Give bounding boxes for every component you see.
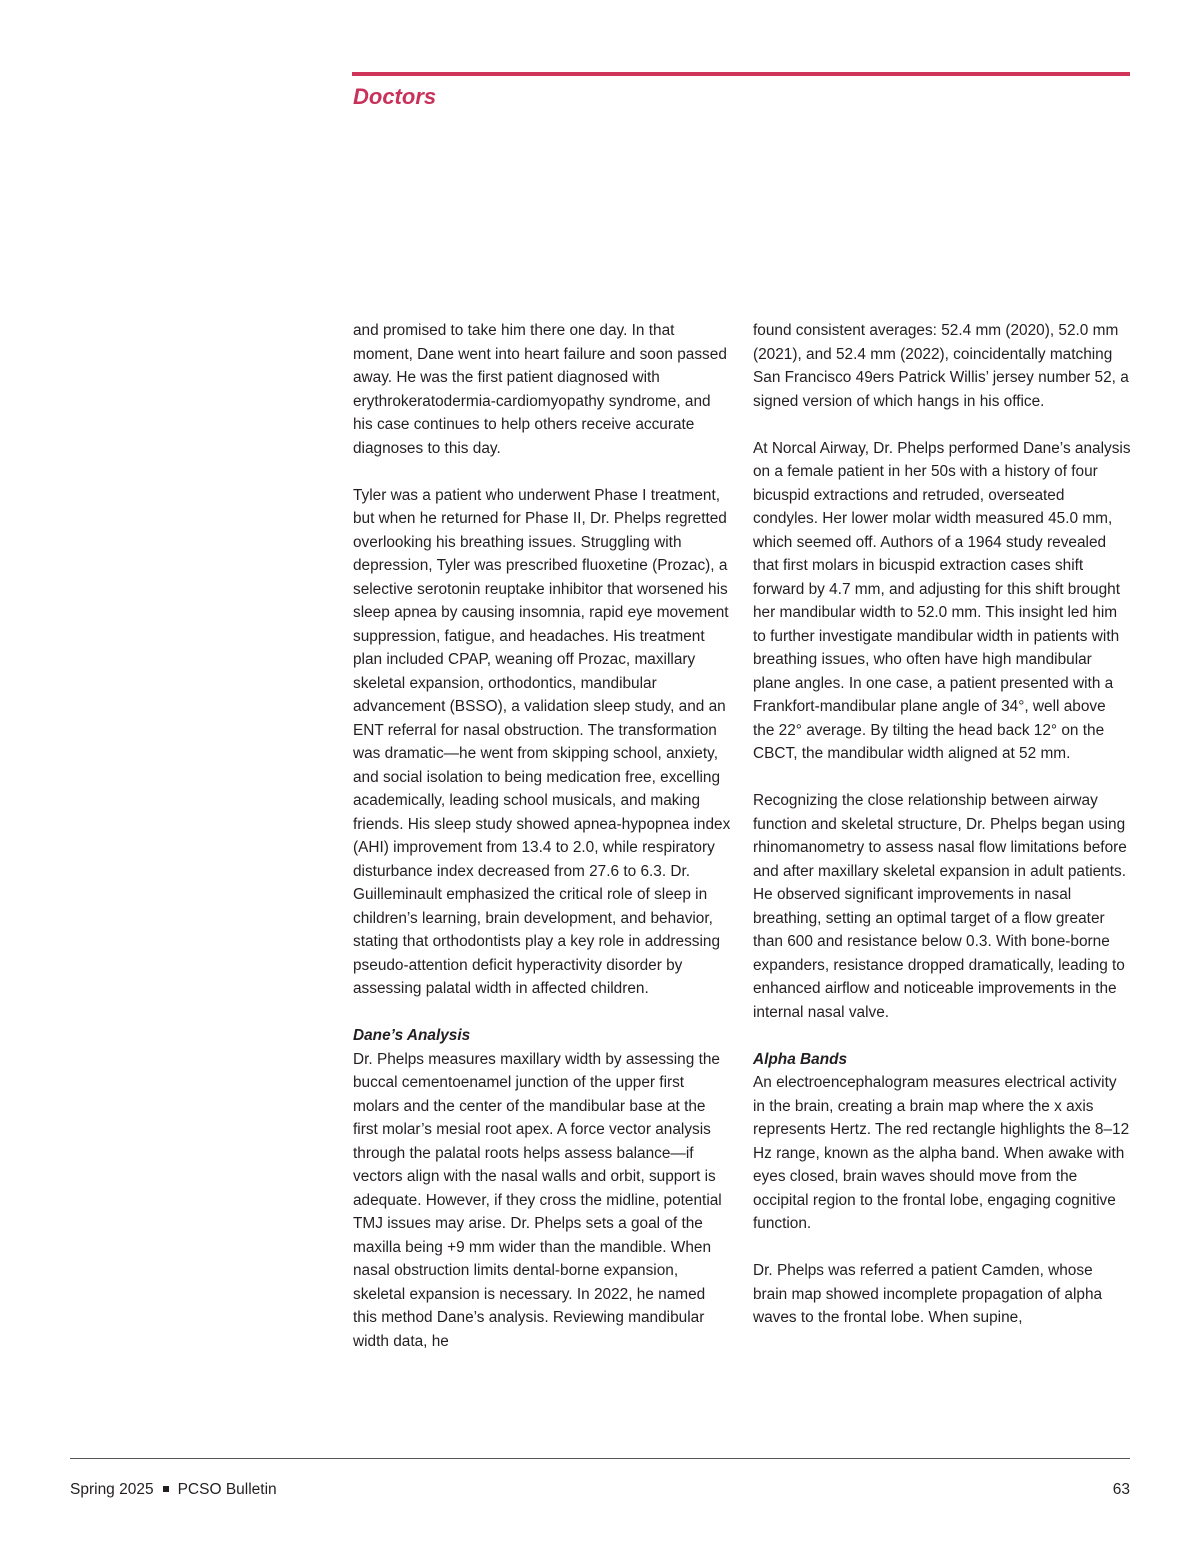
left-column — [353, 319, 731, 1353]
paragraph: found consistent averages: 52.4 mm (2020), 52.0 mm (2021), and 52.4 mm (2022), coincidentally matching San Francisco 49ers Patrick Willis’ jersey number 52, a signed version of which hangs in his office. — [753, 322, 1129, 410]
issue-label: Spring 2025 — [70, 1481, 154, 1498]
paragraph: Dr. Phelps measures maxillary width by assessing the buccal cementoenamel junction of the upper first molars and the center of the mandibular base at the first molar’s mesial root apex. A force vector analysis through the palatal roots helps assess balance—if vectors align with the nasal walls and orbit, support is adequate. However, if they cross the midline, potential TMJ issues may arise. Dr. Phelps sets a goal of the maxilla being +9 mm wider than the mandible. When nasal obstruction limits dental-borne expansion, skeletal expansion is necessary. In 2022, he named this method Dane’s analysis. Reviewing mandibular width data, he — [353, 1050, 722, 1350]
page-number: 63 — [1112, 1481, 1130, 1498]
paragraph: An electroencephalogram measures electrical activity in the brain, creating a brain map where the x axis represents Hertz. The red rectangle highlights the 8–12 Hz range, known as the alpha band. When awake with eyes closed, brain waves should move from the occipital region to the frontal lobe, engaging cognitive function. — [753, 1074, 1130, 1232]
right-column — [753, 319, 1131, 1330]
paragraph: Tyler was a patient who underwent Phase I treatment, but when he returned for Phase II, Dr. Phelps regretted overlooking his breathing issues. Struggling with depression, Tyler was prescribed fluoxetine (Prozac), a selective serotonin reuptake inhibitor that worsened his sleep apnea by causing insomnia, rapid eye movement suppression, fatigue, and headaches. His treatment plan included CPAP, weaning off Prozac, maxillary skeletal expansion, orthodontics, mandibular advancement (BSSO), a validation sleep study, and an ENT referral for nasal obstruction. The transformation was dramatic—he went from skipping school, anxiety, and social isolation to being medication free, excelling academically, leading school musicals, and making friends. His sleep study showed apnea-hypopnea index (AHI) improvement from 13.4 to 2.0, while respiratory disturbance index decreased from 27.6 to 6.3. Dr. Guilleminault emphasized the critical role of sleep in children’s learning, brain development, and behavior, stating that orthodontists play a key role in addressing pseudo-attention deficit hyperactivity disorder by assessing palatal width in affected children. — [353, 486, 731, 997]
paragraph: and promised to take him there one day. In that moment, Dane went into heart failure and soon passed away. He was the first patient diagnosed with erythrokeratodermia-cardiomyopathy syndrome, and his case continues to help others receive accurate diagnoses to this day. — [353, 322, 727, 457]
paragraph: Recognizing the close relationship between airway function and skeletal structure, Dr. Phelps began using rhinomanometry to assess nasal flow limitations before and after maxillary skeletal expansion in adult patients. He observed significant improvements in nasal breathing, setting an optimal target of a flow greater than 600 and resistance below 0.3. With bone-borne expanders, resistance dropped dramatically, leading to enhanced airflow and noticeable improvements in the internal nasal valve. — [753, 792, 1127, 1021]
paragraph: Dr. Phelps was referred a patient Camden, whose brain map showed incomplete propagation of alpha waves to the frontal lobe. When supine, — [753, 1262, 1103, 1326]
subheading: Alpha Bands — [753, 1050, 848, 1068]
publication-name: PCSO Bulletin — [177, 1481, 277, 1498]
square-bullet-icon — [163, 1486, 169, 1492]
footer-issue — [70, 1481, 277, 1499]
section-title: Doctors — [353, 84, 437, 109]
subheading: Dane’s Analysis — [353, 1027, 471, 1044]
header-rule — [352, 72, 1130, 76]
footer-rule — [70, 1458, 1130, 1459]
paragraph: At Norcal Airway, Dr. Phelps performed Dane’s analysis on a female patient in her 50s with a history of four bicuspid extractions and retruded, overseated condyles. Her lower molar width measured 45.0 mm, which seemed off. Authors of a 1964 study revealed that first molars in bicuspid extraction cases shift forward by 4.7 mm, and adjusting for this shift brought her mandibular width to 52.0 mm. This insight led him to further investigate mandibular width in patients with breathing issues, who often have high mandibular plane angles. In one case, a patient presented with a Frankfort-mandibular plane angle of 34°, well above the 22° average. By tilting the head back 12° on the CBCT, the mandibular width aligned at 52 mm. — [753, 439, 1131, 762]
